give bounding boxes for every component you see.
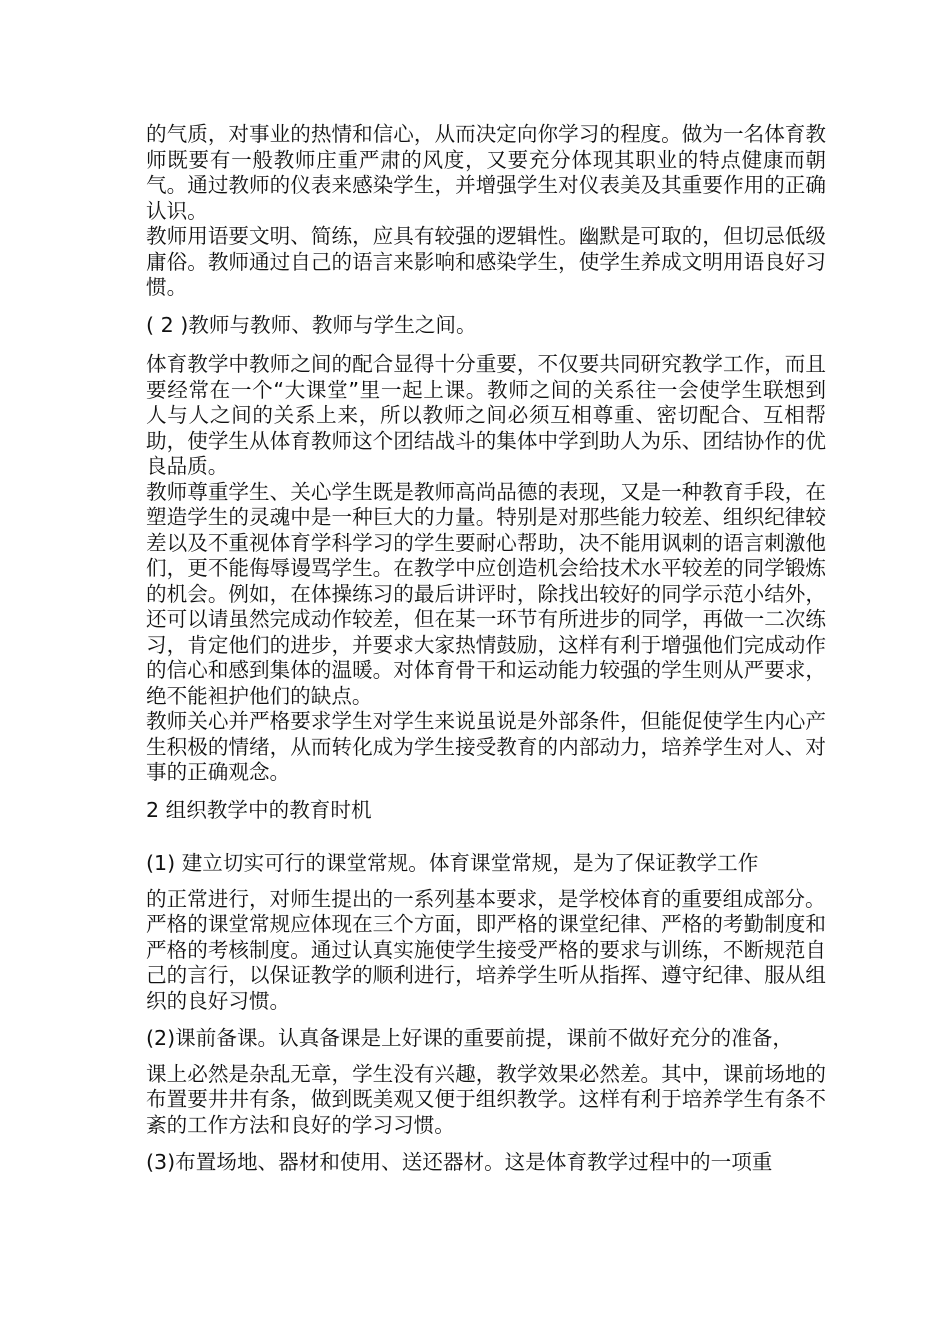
- paragraph-teacher-cooperation: 体育教学中教师之间的配合显得十分重要，不仅要共同研究教学工作，而且要经常在一个“大课堂”里一起上课。教师之间的关系往一会使学生联想到人与人之间的关系上来，所以教师之间必须互相尊重、密切配合、互相帮助，使学生从体育教师这个团结战斗的集体中学到助人为乐、团结协作的优良品质。: [146, 352, 826, 478]
- paragraph-respect-students: 教师尊重学生、关心学生既是教师高尚品德的表现，又是一种教育手段，在塑造学生的灵魂中是一种巨大的力量。特别是对那些能力较差、组织纪律较差以及不重视体育学科学习的学生要耐心帮助，决不能用讽刺的语言刺激他们，更不能侮辱谩骂学生。在教学中应创造机会给技术水平较差的同学锻炼的机会。例如，在体操练习的最后讲评时，除找出较好的同学示范小结外，还可以请虽然完成动作较差，但在某一环节有所进步的同学，再做一二次练习，肯定他们的进步，并要求大家热情鼓励，这样有利于增强他们完成动作的信心和感到集体的温暖。对体育骨干和运动能力较强的学生则从严要求，绝不能袒护他们的缺点。: [146, 479, 826, 708]
- document-body: [146, 122, 826, 1176]
- subheading-teacher-relations: ( 2 )教师与教师、教师与学生之间。: [146, 312, 477, 337]
- paragraph-care-students: 教师关心并严格要求学生对学生来说虽说是外部条件，但能促使学生内心产生积极的情绪，从而转化成为学生接受教育的内部动力，培养学生对人、对事的正确观念。: [146, 709, 826, 784]
- item-3-heading-line: (3)布置场地、器材和使用、送还器材。这是体育教学过程中的一项重: [146, 1150, 773, 1174]
- item-1-heading-line: (1) 建立切实可行的课堂常规。体育课堂常规，是为了保证教学工作: [146, 851, 759, 875]
- item-2-continuation: 课上必然是杂乱无章，学生没有兴趣，教学效果必然差。其中，课前场地的布置要井井有条，做到既美观又便于组织教学。这样有利于培养学生有条不紊的工作方法和良好的学习习惯。: [146, 1061, 826, 1137]
- item-1-continuation: 的正常进行，对师生提出的一系列基本要求，是学校体育的重要组成部分。: [146, 886, 826, 911]
- paragraph-teacher-language: 教师用语要文明、简练，应具有较强的逻辑性。幽默是可取的，但切忌低级庸俗。教师通过自己的语言来影响和感染学生，使学生养成文明用语良好习惯。: [146, 224, 826, 299]
- paragraph-classroom-rules: 严格的课堂常规应体现在三个方面，即严格的课堂纪律、严格的考勤制度和严格的考核制度。通过认真实施使学生接受严格的要求与训练，不断规范自己的言行，以保证教学的顺利进行，培养学生听从指挥、遵守纪律、服从组织的良好习惯。: [146, 912, 826, 1013]
- paragraph-teacher-appearance: 的气质，对事业的热情和信心，从而决定向你学习的程度。做为一名体育教师既要有一般教师庄重严肃的风度，又要充分体现其职业的特点健康而朝气。通过教师的仪表来感染学生，并增强学生对仪表美及其重要作用的正确认识。: [146, 122, 826, 223]
- item-2-heading-line: (2)课前备课。认真备课是上好课的重要前提，课前不做好充分的准备，: [146, 1026, 793, 1050]
- section-heading-education-timing: 2 组织教学中的教育时机: [146, 797, 372, 822]
